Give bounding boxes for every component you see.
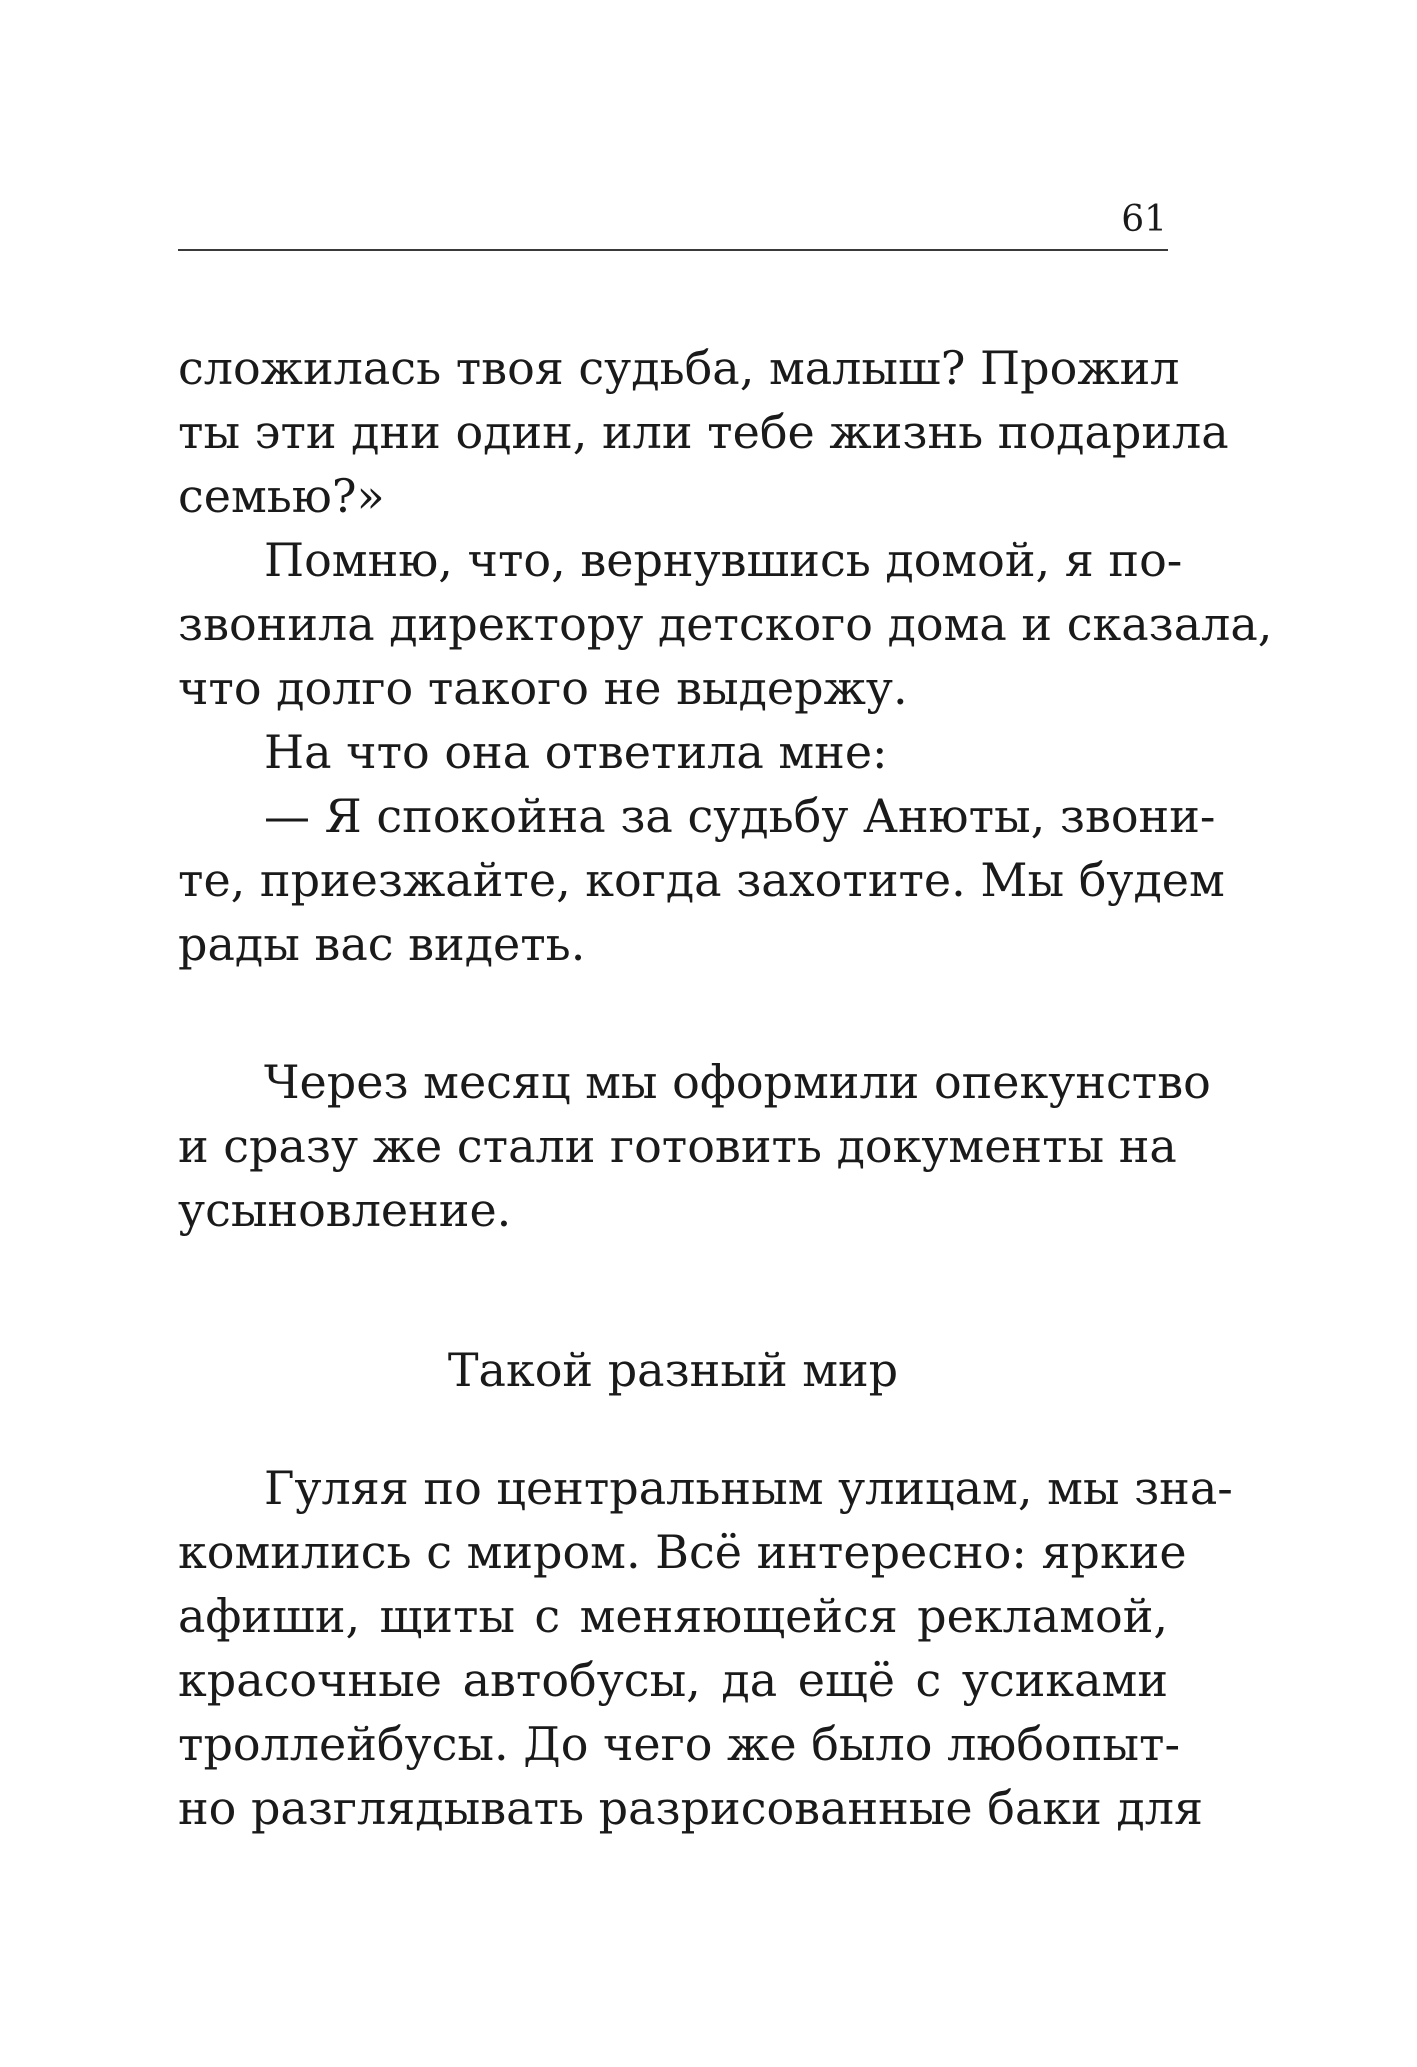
text-line: Помню, что, вернувшись домой, я по- [264,533,1183,587]
text-line: рады вас видеть. [178,917,586,971]
text-line: сложилась твоя судьба, малыш? Прожил [178,341,1180,395]
text-line: усыновление. [178,1183,512,1237]
text-line: звонила директору детского дома и сказала, [178,597,1273,651]
page-number: 61 [1121,199,1167,240]
text-line: На что она ответила мне: [264,725,888,779]
text-line: комились с миром. Всё интересно: яркие [178,1525,1187,1579]
text-line: семью?» [178,469,385,523]
text-line: Гуляя по центральным улицам, мы зна- [264,1461,1233,1515]
text-line: и сразу же стали готовить документы на [178,1119,1177,1173]
text-line: красочные автобусы, да ещё с усиками [178,1653,1168,1707]
header-rule [178,249,1168,251]
text-line: те, приезжайте, когда захотите. Мы будем [178,853,1225,907]
text-line: — Я спокойна за судьбу Анюты, звони- [264,789,1216,843]
text-line: троллейбусы. До чего же было любопыт- [178,1717,1180,1771]
text-line: но разглядывать разрисованные баки для [178,1781,1203,1835]
text-line: афиши, щиты с меняющейся рекламой, [178,1589,1168,1643]
section-title: Такой разный мир [447,1343,899,1397]
text-line: что долго такого не выдержу. [178,661,908,715]
text-line: ты эти дни один, или тебе жизнь подарила [178,405,1229,459]
text-line: Через месяц мы оформили опекунство [264,1055,1211,1109]
